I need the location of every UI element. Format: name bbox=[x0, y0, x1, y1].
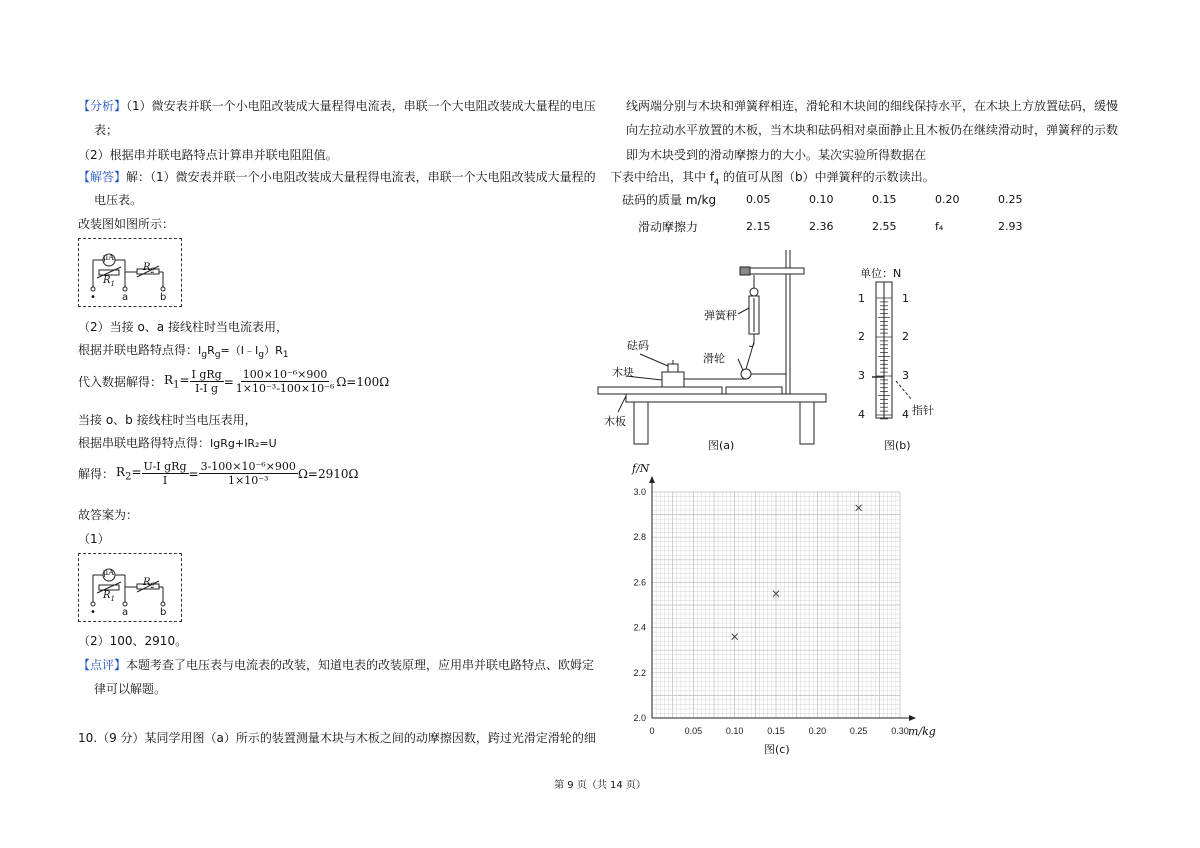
part2-line-3: 当接 o、b 接线柱时当电压表用， bbox=[78, 413, 257, 427]
figure-b-caption: 图(b) bbox=[884, 439, 911, 452]
scale-unit: 单位：N bbox=[860, 267, 902, 280]
page-footer: 第 9 页（共 14 页） bbox=[554, 780, 646, 791]
scale-tick-right: 2 bbox=[902, 330, 909, 343]
y-tick-label: 2.8 bbox=[633, 532, 646, 543]
comment-line-1: 【点评】本题考查了电压表与电流表的改装，知道电表的改装原理，应用串并联电路特点、欧姆定 bbox=[78, 658, 595, 672]
terminal-o: • bbox=[90, 292, 96, 303]
meter-label: μA bbox=[103, 568, 114, 577]
y-tick-label: 3.0 bbox=[633, 487, 646, 497]
y-tick-label: 2.6 bbox=[633, 577, 646, 588]
r2-label: $R_2$ bbox=[143, 577, 155, 590]
comment-line-1b: 律可以解题。 bbox=[94, 682, 167, 696]
chart-xlabel: m/kg bbox=[908, 725, 936, 738]
table-row: 滑动摩擦力 2.15 2.36 2.55 f₄ 2.93 bbox=[622, 213, 1061, 240]
comment-tag: 【点评】 bbox=[78, 658, 127, 672]
scale-tick-left: 2 bbox=[858, 330, 865, 343]
answer-line-1b: 电压表。 bbox=[94, 193, 143, 207]
part2-line-2: 根据并联电路特点得：$I_gR_g=(I﹣I_g)R_1$ bbox=[78, 343, 289, 361]
terminal-o: • bbox=[90, 607, 96, 618]
meter-label: μA bbox=[103, 253, 114, 262]
analysis-line-2: （2）根据串并联电路特点计算串并联电阻阻值。 bbox=[78, 148, 338, 162]
r1-label: $R_1$ bbox=[103, 590, 115, 603]
label-pulley: 滑轮 bbox=[703, 352, 725, 365]
table-row: 砝码的质量 m/kg 0.05 0.10 0.15 0.20 0.25 bbox=[622, 186, 1061, 213]
right-line-2: 向左拉动水平放置的木板，当木块和砝码相对桌面静止且木板仍在继续滑动时，弹簧秤的示数 bbox=[626, 123, 1119, 137]
data-table bbox=[622, 186, 1061, 240]
label-board: 木板 bbox=[604, 415, 626, 428]
x-tick-label: 0.05 bbox=[684, 726, 703, 736]
analysis-line-1b: 表； bbox=[94, 123, 119, 137]
analysis-tag: 【分析】 bbox=[78, 99, 127, 113]
fraction-1b: $\frac{\text{100×10⁻⁶×900}}{\text{1×10⁻³-100×10⁻⁶}}$ bbox=[235, 368, 335, 395]
terminal-a: a bbox=[122, 292, 129, 303]
terminal-b: b bbox=[160, 607, 167, 618]
circuit-diagram-2 bbox=[78, 553, 182, 622]
conclusion-1: （1） bbox=[78, 532, 110, 546]
question-10: 10.（9 分）某同学用图（a）所示的装置测量木块与木板之间的动摩擦因数，跨过光滑定滑轮的细 bbox=[78, 731, 596, 745]
scale-tick-right: 3 bbox=[902, 369, 909, 382]
label-weight: 砝码 bbox=[627, 339, 649, 352]
terminal-b: b bbox=[160, 292, 167, 303]
scale-figure bbox=[854, 280, 934, 420]
x-tick-label: 0.10 bbox=[725, 726, 744, 736]
x-tick-label: 0.15 bbox=[767, 726, 785, 736]
r2-label: $R_2$ bbox=[143, 262, 155, 275]
label-spring-scale: 弹簧秤 bbox=[704, 309, 737, 322]
x-tick-label: 0.30 bbox=[891, 726, 909, 736]
scale-tick-left: 1 bbox=[858, 292, 865, 305]
x-tick-label: 0 bbox=[649, 726, 655, 736]
r1-label: $R_1$ bbox=[103, 275, 115, 288]
y-tick-label: 2.0 bbox=[633, 713, 646, 723]
scale-tick-right: 1 bbox=[902, 292, 909, 305]
conclusion-2: （2）100、2910。 bbox=[78, 634, 188, 648]
diagram-intro: 改装图如图所示： bbox=[78, 217, 175, 231]
right-line-1: 线两端分别与木块和弹簧秤相连，滑轮和木块间的细线保持水平，在木块上方放置砝码，缓慢 bbox=[626, 99, 1119, 113]
circuit-diagram-1 bbox=[78, 238, 182, 307]
substitution-2: 解得： $R_2=$ $\frac{\text{U-I gRg}}{I}$ = $\frac{\text{3-100×10⁻⁶×900}}{\text{1×10⁻³}}$ Ω=2910Ω bbox=[78, 460, 359, 487]
figure-a-caption: 图(a) bbox=[708, 439, 735, 452]
answer-tag: 【解答】 bbox=[78, 170, 127, 184]
figure-c-caption: 图(c) bbox=[764, 743, 790, 756]
y-tick-label: 2.4 bbox=[633, 622, 646, 633]
terminal-a: a bbox=[122, 607, 129, 618]
scale-tick-right: 4 bbox=[902, 408, 909, 421]
right-line-4: 下表中给出，其中 $f_4$ 的值可从图（b）中弹簧秤的示数读出。 bbox=[610, 170, 935, 187]
table-header-friction: 滑动摩擦力 bbox=[638, 220, 699, 234]
pointer-label: 指针 bbox=[912, 404, 934, 417]
part2-line-1: （2）当接 o、a 接线柱时当电流表用， bbox=[78, 320, 288, 334]
x-axis-arrow-icon bbox=[909, 715, 916, 721]
y-axis-arrow-icon bbox=[649, 476, 655, 483]
label-block: 木块 bbox=[612, 366, 634, 379]
table-header-mass: 砝码的质量 m/kg bbox=[622, 193, 717, 207]
analysis-line-1: 【分析】（1）微安表并联一个小电阻改装成大量程得电流表，串联一个大电阻改装成大量程的电压 bbox=[78, 99, 596, 113]
fraction-1a: $\frac{\text{I gRg}}{\text{I-I g}}$ bbox=[191, 368, 222, 395]
answer-line-1: 【解答】解：（1）微安表并联一个小电阻改装成大量程得电流表，串联一个大电阻改装成大量程的 bbox=[78, 170, 596, 184]
y-tick-label: 2.2 bbox=[633, 667, 646, 678]
fraction-2a: $\frac{\text{U-I gRg}}{I}$ bbox=[143, 460, 187, 487]
x-tick-label: 0.20 bbox=[808, 726, 827, 736]
substitution-1: 代入数据解得： $R_1=$ $\frac{\text{I gRg}}{\text{I-I g}}$ = $\frac{\text{100×10⁻⁶×900}}{\text{1×10⁻³-100×10⁻⁶}}$ Ω=100Ω bbox=[78, 368, 390, 395]
part2-line-4: 根据串联电路得特点得：IgRg+IR₂=U bbox=[78, 436, 277, 450]
chart-ylabel: f/N bbox=[632, 462, 650, 475]
fraction-2b: $\frac{\text{3-100×10⁻⁶×900}}{\text{1×10⁻³}}$ bbox=[200, 460, 296, 487]
friction-chart bbox=[600, 460, 960, 760]
right-line-3: 即为木块受到的滑动摩擦力的大小。某次实验所得数据在 bbox=[626, 148, 927, 162]
x-tick-label: 0.25 bbox=[849, 726, 868, 736]
scale-tick-left: 4 bbox=[858, 408, 865, 421]
conclusion: 故答案为： bbox=[78, 508, 139, 522]
scale-tick-left: 3 bbox=[858, 369, 865, 382]
